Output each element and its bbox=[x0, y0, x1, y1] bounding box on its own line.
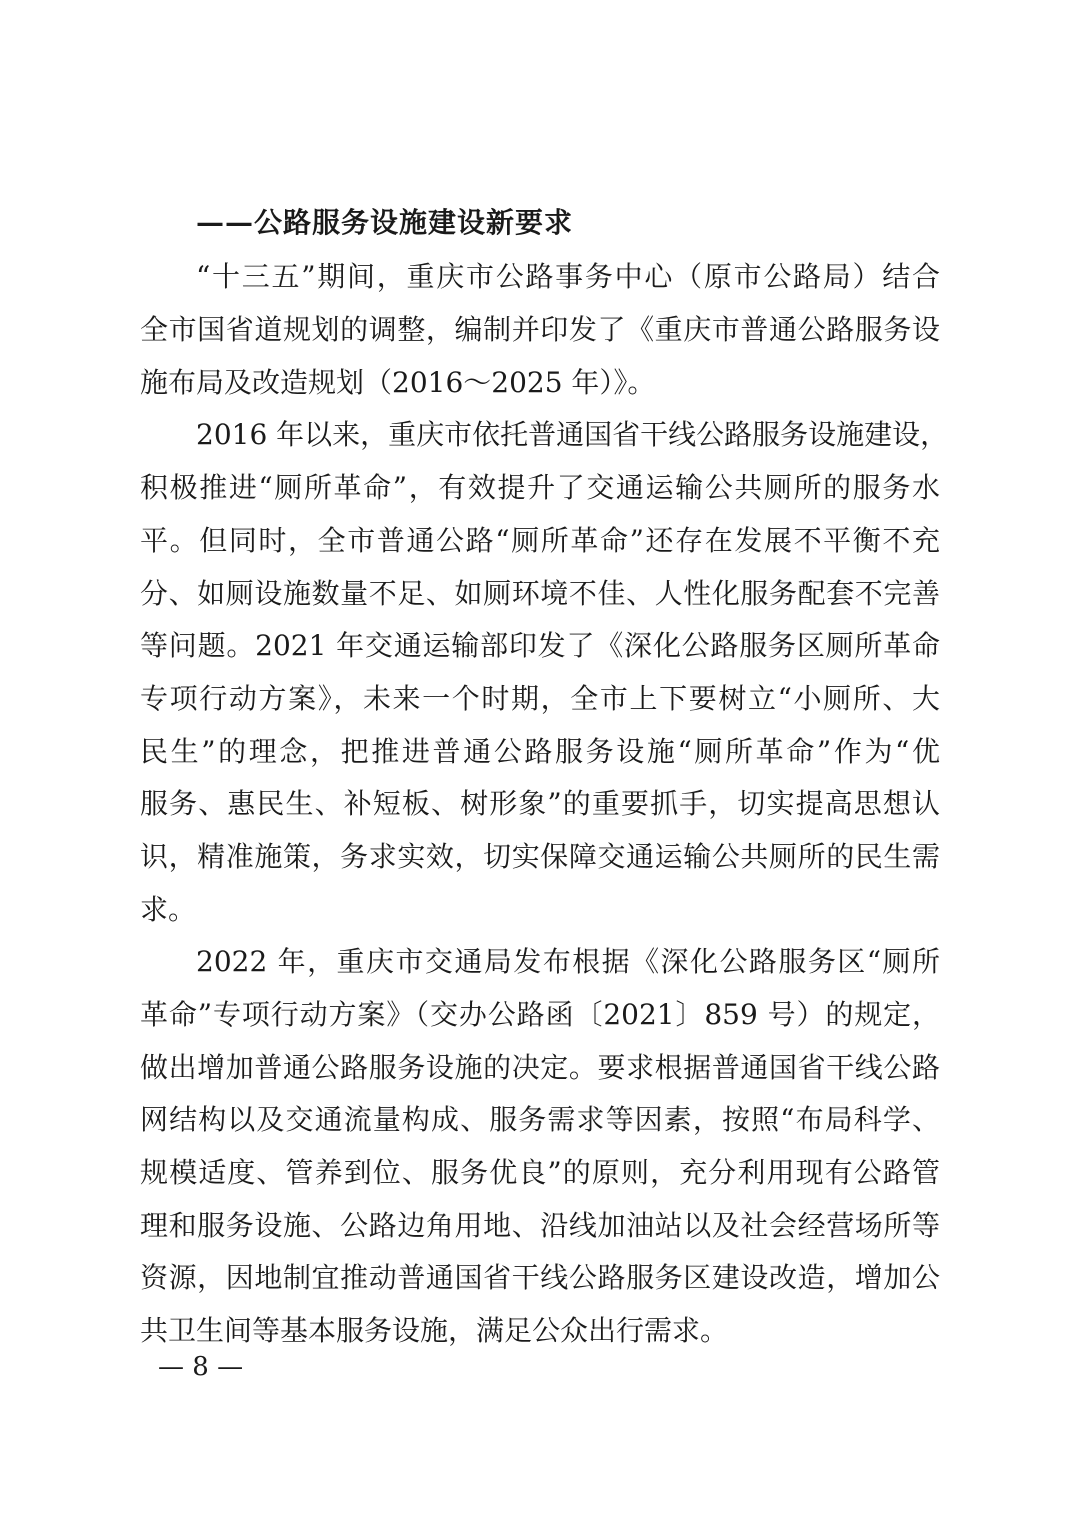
paragraph-1-line-1: “十三五”期间，重庆市公路事务中心（原市公路局）结合 bbox=[196, 260, 940, 293]
paragraph-2-line-6: 专项行动方案》，未来一个时期，全市上下要树立“小厕所、大 bbox=[140, 682, 940, 715]
paragraph-1-line-2: 全市国省道规划的调整，编制并印发了《重庆市普通公路服务设 bbox=[140, 313, 940, 346]
paragraph-2-line-5: 等问题。2021 年交通运输部印发了《深化公路服务区厕所革命 bbox=[140, 629, 940, 662]
paragraph-3-line-3: 做出增加普通公路服务设施的决定。要求根据普通国省干线公路 bbox=[140, 1051, 940, 1084]
paragraph-2-line-7: 民生”的理念，把推进普通公路服务设施“厕所革命”作为“优 bbox=[140, 735, 940, 768]
paragraph-2-line-4: 分、如厕设施数量不足、如厕环境不佳、人性化服务配套不完善 bbox=[140, 577, 940, 610]
paragraph-1-line-3: 施布局及改造规划（2016～2025 年）》。 bbox=[140, 366, 656, 399]
paragraph-3-line-1: 2022 年，重庆市交通局发布根据《深化公路服务区“厕所 bbox=[196, 945, 940, 978]
paragraph-2-line-9: 识，精准施策，务求实效，切实保障交通运输公共厕所的民生需 bbox=[140, 840, 940, 873]
paragraph-3-line-6: 理和服务设施、公路边角用地、沿线加油站以及社会经营场所等 bbox=[140, 1209, 940, 1242]
page-number: — 8 — bbox=[158, 1352, 244, 1382]
paragraph-3-line-2: 革命”专项行动方案》（交办公路函〔2021〕859 号）的规定， bbox=[140, 998, 940, 1031]
paragraph-2-line-1: 2016 年以来，重庆市依托普通国省干线公路服务设施建设， bbox=[196, 418, 949, 451]
paragraph-3-line-8: 共卫生间等基本服务设施，满足公众出行需求。 bbox=[140, 1314, 729, 1347]
paragraph-3-line-7: 资源，因地制宜推动普通国省干线公路服务区建设改造，增加公 bbox=[140, 1261, 940, 1294]
paragraph-3-line-4: 网结构以及交通流量构成、服务需求等因素，按照“布局科学、 bbox=[140, 1103, 940, 1136]
paragraph-2-line-3: 平。但同时，全市普通公路“厕所革命”还存在发展不平衡不充 bbox=[140, 524, 940, 557]
paragraph-2-line-2: 积极推进“厕所革命”，有效提升了交通运输公共厕所的服务水 bbox=[140, 471, 940, 504]
paragraph-2-line-10: 求。 bbox=[140, 893, 197, 926]
paragraph-2-line-8: 服务、惠民生、补短板、树形象”的重要抓手，切实提高思想认 bbox=[140, 787, 940, 820]
section-heading: ——公路服务设施建设新要求 bbox=[196, 206, 574, 239]
paragraph-3-line-5: 规模适度、管养到位、服务优良”的原则，充分利用现有公路管 bbox=[140, 1156, 940, 1189]
